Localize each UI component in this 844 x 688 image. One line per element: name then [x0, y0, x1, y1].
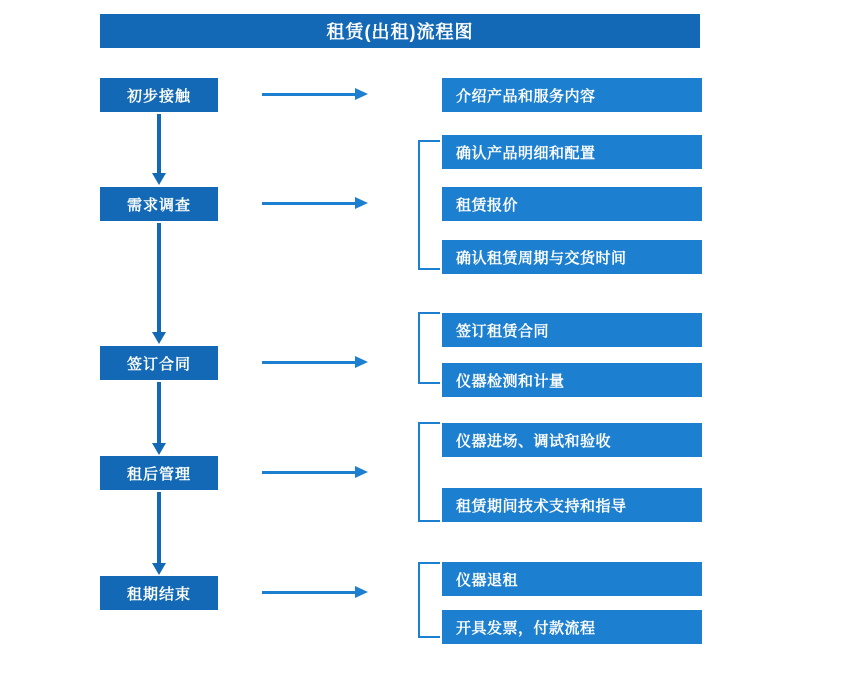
- detail-box-9[interactable]: 仪器退租: [442, 562, 702, 596]
- flow-arrow-stage-1: [262, 93, 356, 96]
- connector-arrow-2-3: [157, 223, 161, 333]
- detail-box-8[interactable]: 租赁期间技术支持和指导: [442, 488, 702, 522]
- detail-box-7[interactable]: 仪器进场、调试和验收: [442, 423, 702, 457]
- detail-box-4[interactable]: 确认租赁周期与交货时间: [442, 240, 702, 274]
- flow-arrow-stage-5: [262, 591, 356, 594]
- connector-arrow-4-5: [157, 492, 161, 564]
- bracket-group-4: [418, 422, 440, 522]
- detail-box-6[interactable]: 仪器检测和计量: [442, 363, 702, 397]
- stage-box-5[interactable]: 租期结束: [100, 576, 218, 610]
- bracket-group-3: [418, 312, 440, 384]
- detail-box-3[interactable]: 租赁报价: [442, 187, 702, 221]
- flow-arrow-stage-3: [262, 361, 356, 364]
- stage-box-3[interactable]: 签订合同: [100, 346, 218, 380]
- flow-arrow-stage-4: [262, 471, 356, 474]
- detail-box-10[interactable]: 开具发票，付款流程: [442, 610, 702, 644]
- stage-box-4[interactable]: 租后管理: [100, 456, 218, 490]
- bracket-group-2: [418, 140, 440, 270]
- connector-arrow-1-2: [157, 114, 161, 174]
- stage-box-1[interactable]: 初步接触: [100, 78, 218, 112]
- stage-box-2[interactable]: 需求调查: [100, 187, 218, 221]
- detail-box-1[interactable]: 介绍产品和服务内容: [442, 78, 702, 112]
- page-title: 租赁(出租)流程图: [100, 14, 700, 48]
- flow-arrow-stage-2: [262, 202, 356, 205]
- bracket-group-5: [418, 562, 440, 638]
- detail-box-5[interactable]: 签订租赁合同: [442, 313, 702, 347]
- detail-box-2[interactable]: 确认产品明细和配置: [442, 135, 702, 169]
- connector-arrow-3-4: [157, 382, 161, 444]
